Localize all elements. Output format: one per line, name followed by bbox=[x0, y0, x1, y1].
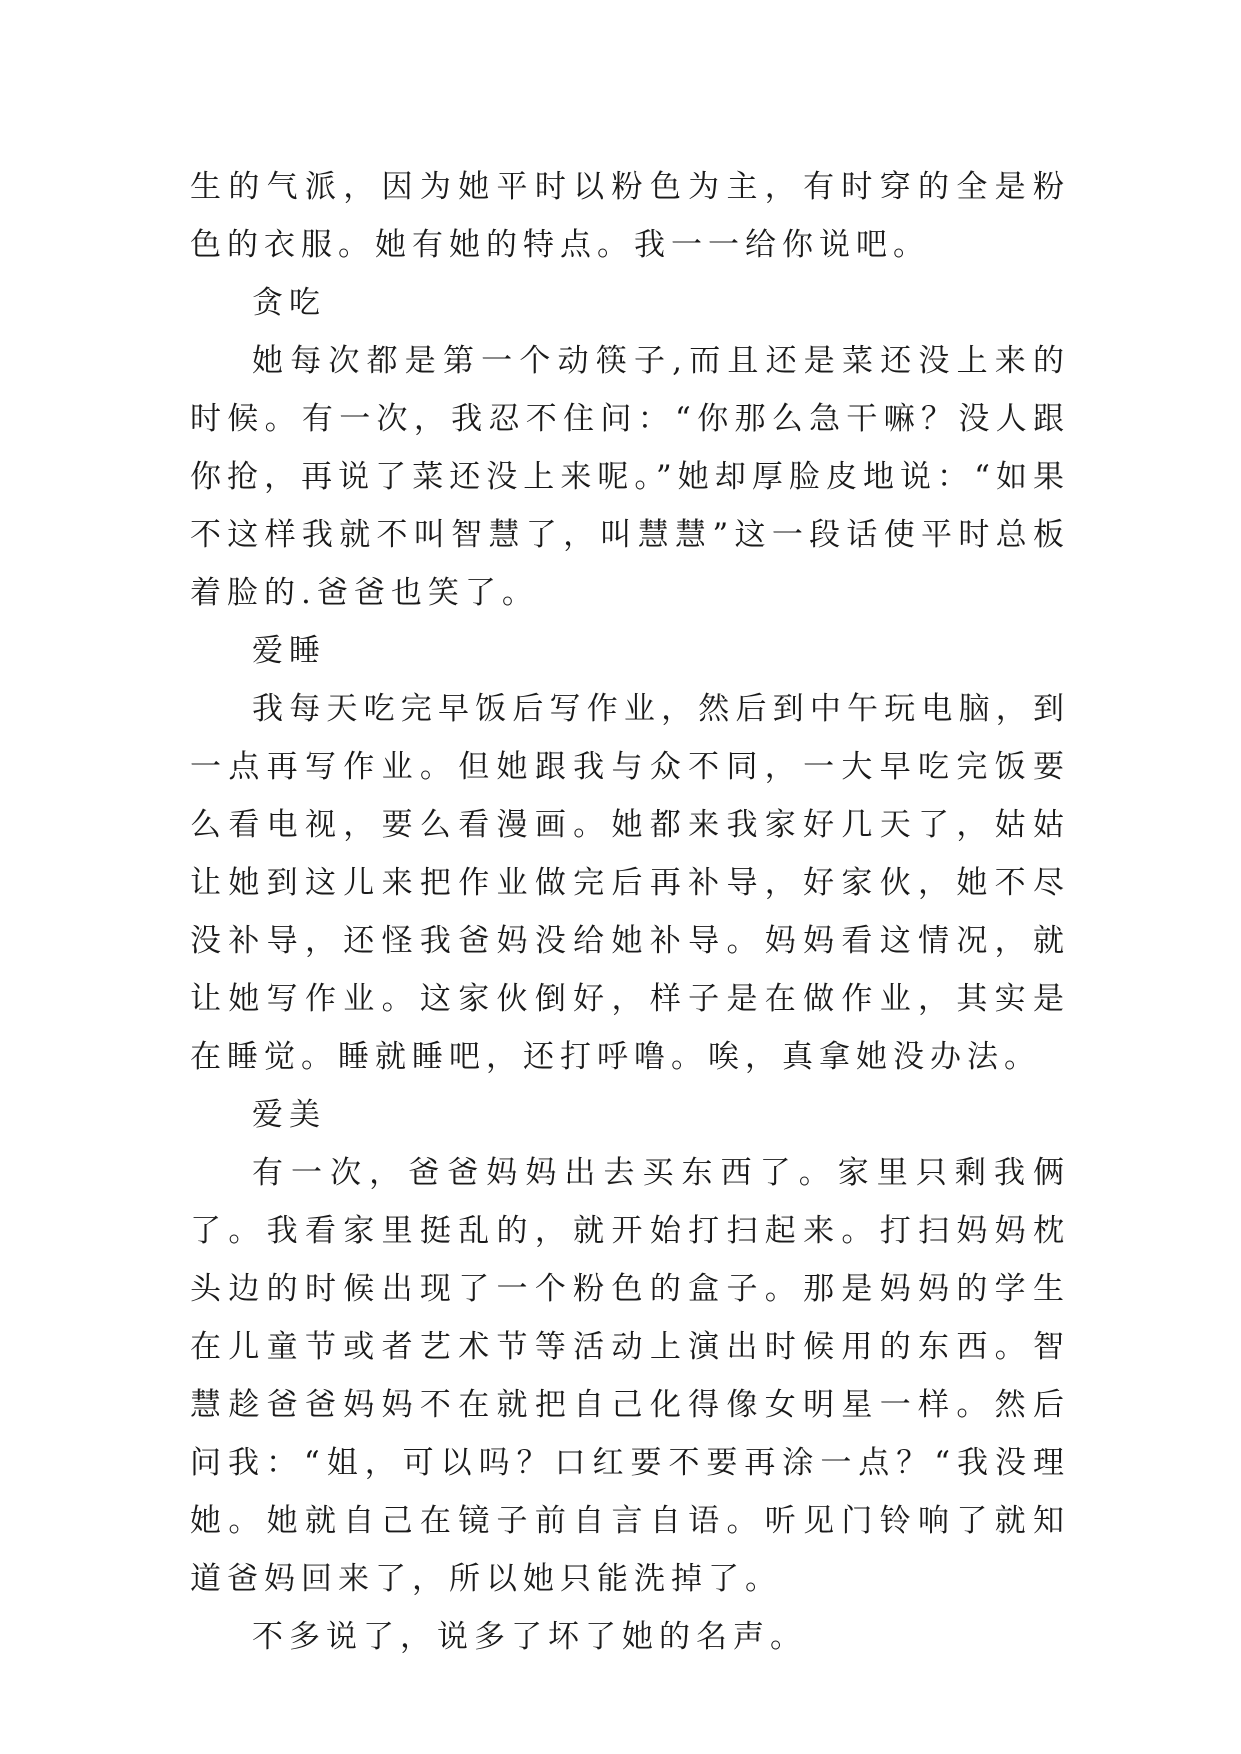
paragraph-greedy: 她每次都是第一个动筷子,而且还是菜还没上来的时候。有一次，我忍不住问：“你那么急干嘛？没人跟你抢，再说了菜还没上来呢。”她却厚脸皮地说：“如果不这样我就不叫智慧了，叫慧慧”这一段话使平时总板着脸的.爸爸也笑了。 bbox=[190, 343, 1070, 611]
paragraph-closing: 不多说了，说多了坏了她的名声。 bbox=[252, 1619, 807, 1655]
section-heading-greedy: 贪吃 bbox=[252, 285, 326, 321]
paragraph-vain: 有一次，爸爸妈妈出去买东西了。家里只剩我俩了。我看家里挺乱的，就开始打扫起来。打扫妈妈枕头边的时候出现了一个粉色的盒子。那是妈妈的学生在儿童节或者艺术节等活动上演出时候用的东西。智慧趁爸爸妈妈不在就把自己化得像女明星一样。然后问我：“姐，可以吗？口红要不要再涂一点？“我没理她。她就自己在镜子前自言自语。听见门铃响了就知道爸妈回来了，所以她只能洗掉了。 bbox=[190, 1155, 1070, 1597]
section-heading-sleepy: 爱睡 bbox=[252, 633, 326, 669]
section-heading-vain: 爱美 bbox=[252, 1097, 326, 1133]
document-body bbox=[190, 158, 1070, 1666]
paragraph-sleepy: 我每天吃完早饭后写作业，然后到中午玩电脑，到一点再写作业。但她跟我与众不同，一大早吃完饭要么看电视，要么看漫画。她都来我家好几天了，姑姑让她到这儿来把作业做完后再补导，好家伙，她不尽没补导，还怪我爸妈没给她补导。妈妈看这情况，就让她写作业。这家伙倒好，样子是在做作业，其实是在睡觉。睡就睡吧，还打呼噜。唉，真拿她没办法。 bbox=[190, 691, 1070, 1075]
paragraph-continuation: 生的气派，因为她平时以粉色为主，有时穿的全是粉色的衣服。她有她的特点。我一一给你说吧。 bbox=[190, 169, 1070, 263]
